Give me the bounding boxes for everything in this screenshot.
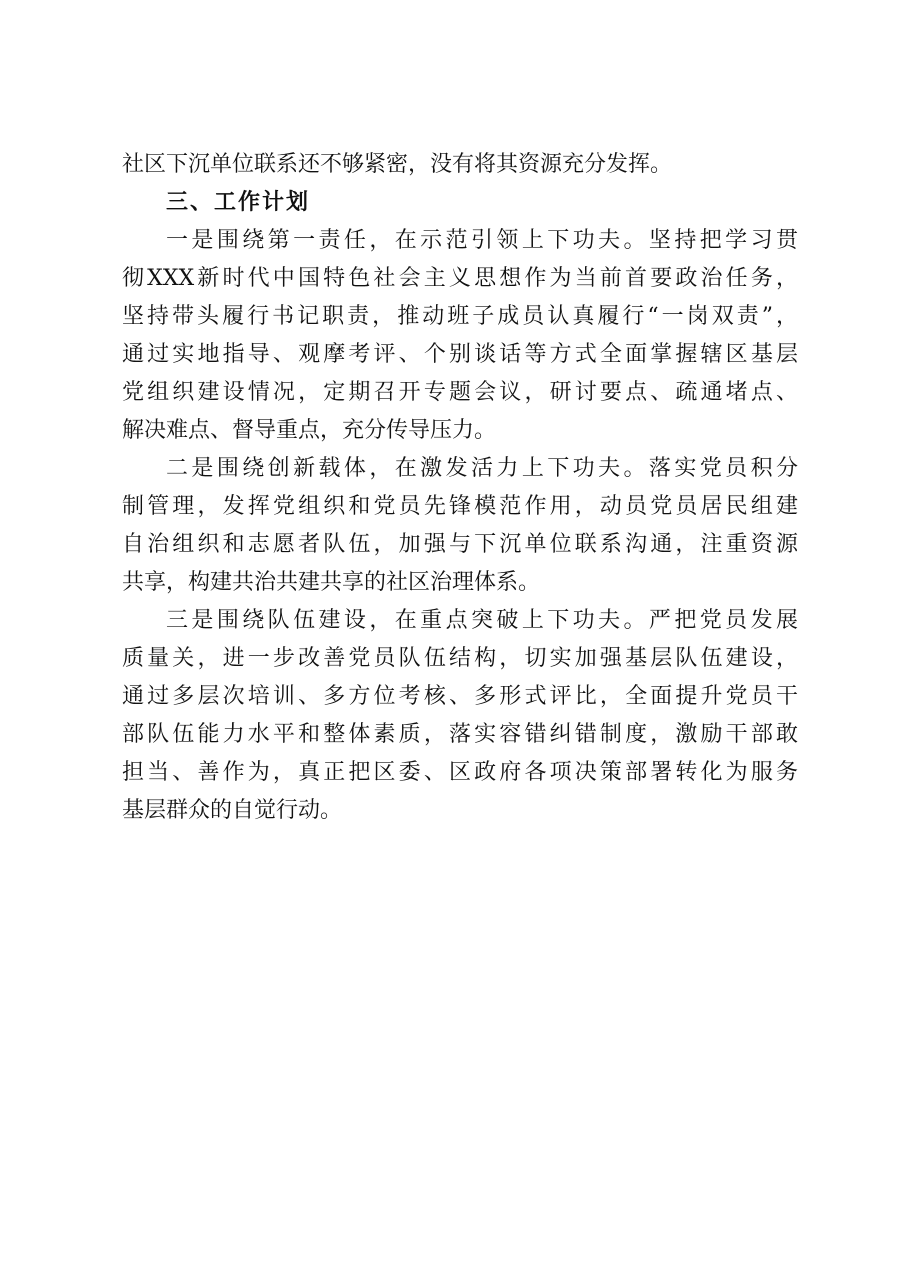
paragraph-3-line: 基层群众的自觉行动。 <box>122 798 343 823</box>
paragraph-2-line: 自治组织和志愿者队伍，加强与下沉单位联系沟通，注重资源 <box>122 532 798 557</box>
paragraph-1-line: 解决难点、督导重点，充分传导压力。 <box>122 418 497 443</box>
paragraph-3-line: 部队伍能力水平和整体素质，落实容错纠错制度，激励干部敢 <box>122 722 798 747</box>
paragraph-1-line: 彻XXX新时代中国特色社会主义思想作为当前首要政治任务， <box>122 266 798 291</box>
paragraph-2-line: 二是围绕创新载体，在激发活力上下功夫。落实党员积分 <box>166 456 798 481</box>
continuation-line: 社区下沉单位联系还不够紧密，没有将其资源充分发挥。 <box>122 152 673 177</box>
paragraph-3-line: 质量关，进一步改善党员队伍结构，切实加强基层队伍建设， <box>122 646 798 671</box>
paragraph-1-line: 党组织建设情况，定期召开专题会议，研讨要点、疏通堵点、 <box>122 380 798 405</box>
section-heading: 三、工作计划 <box>166 190 311 215</box>
paragraph-3-line: 通过多层次培训、多方位考核、多形式评比，全面提升党员干 <box>122 684 798 709</box>
paragraph-1-line: 坚持带头履行书记职责，推动班子成员认真履行“一岗双责”， <box>122 304 798 329</box>
paragraph-3-line: 担当、善作为，真正把区委、区政府各项决策部署转化为服务 <box>122 760 798 785</box>
paragraph-2-line: 共享，构建共治共建共享的社区治理体系。 <box>122 570 541 595</box>
document-body <box>122 146 798 830</box>
paragraph-2-line: 制管理，发挥党组织和党员先锋模范作用，动员党员居民组建 <box>122 494 798 519</box>
paragraph-1-line: 通过实地指导、观摩考评、个别谈话等方式全面掌握辖区基层 <box>122 342 798 367</box>
paragraph-3-line: 三是围绕队伍建设，在重点突破上下功夫。严把党员发展 <box>166 608 798 633</box>
paragraph-1-line: 一是围绕第一责任，在示范引领上下功夫。坚持把学习贯 <box>166 228 798 253</box>
